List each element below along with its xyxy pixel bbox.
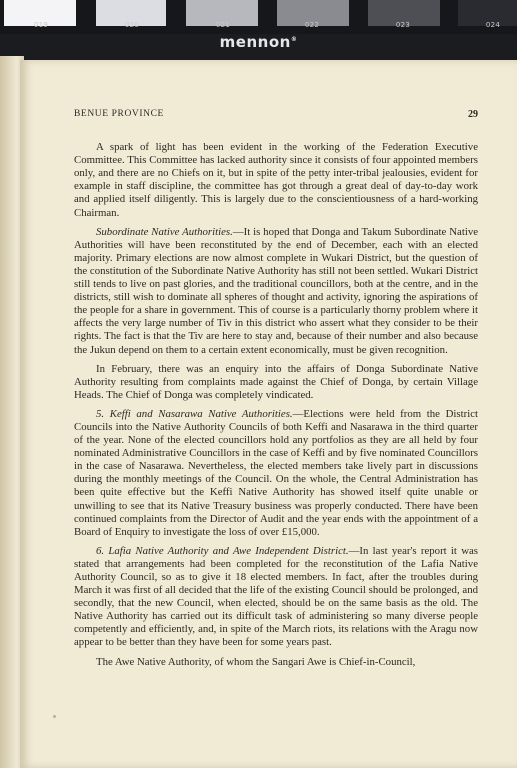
running-head: BENUE PROVINCE (74, 109, 164, 119)
page-smudge (53, 715, 56, 718)
patch-label: 020 (124, 21, 140, 29)
page-number: 29 (468, 109, 478, 120)
paragraph (74, 141, 478, 220)
brand-logo (0, 33, 517, 51)
page-text-block (74, 108, 478, 675)
paragraph-heading: Subordinate Native Authorities. (96, 225, 233, 238)
paragraph (74, 656, 478, 669)
patch-label: 021 (215, 21, 231, 29)
patch-label: 024 (485, 21, 501, 29)
document-page (20, 60, 517, 768)
registered-mark: ® (290, 36, 298, 43)
paragraph-heading: 6. Lafia Native Authority and Awe Independent District. (96, 544, 349, 557)
paragraph-text: The Awe Native Authority, of whom the Sangari Awe is Chief-in-Council, (96, 655, 416, 668)
brand-name: mennon (219, 33, 291, 51)
page-header (74, 108, 478, 121)
patch-label: 022 (304, 21, 320, 29)
color-calibration-strip (0, 0, 517, 34)
paragraph-heading: 5. Keffi and Nasarawa Native Authorities. (96, 407, 293, 420)
paragraph-text: —Elections were held from the District Councils into the Native Authority Councils of both Keffi and Nasarawa in the third quarter of the year. None of the elected councillors hold any portfolios as they are all held by four nominated Administrative Councillors in the case of Keffi and by five nominated Councillors in the case of Nasarawa. Nevertheless, the elected members take lively part in discussions during the monthly meetings of the Council. On the whole, the Central Administration has been quite effective but the Keffi Native Authority has showed itself quite unable or unwilling to see that its Native Treasury business was properly conducted. There have been continued complaints from the Director of Audit and the year ends with the appointment of a Board of Enquiry to investigate the loss of over £15,000. (74, 407, 478, 538)
paragraph-text: —In last year's report it was stated that arrangements had been completed for the reconstitution of the Lafia Native Authority Council, so as to give it 18 elected members. In fact, after the troubles during March it was first of all decided that the life of the existing Council should be prolonged, and secondly, that the new Council, when elected, should be on the same basis as the old. The Native Authority has carried out its difficult task of administering so many diverse people competently and efficiently, and, in spite of the March riots, its relations with the Aragu now appear to be better than they have been for some years past. (74, 544, 478, 649)
patch-label: 023 (395, 21, 411, 29)
paragraph (74, 226, 478, 357)
paragraph (74, 363, 478, 402)
paragraph (74, 545, 478, 650)
paragraph-text: A spark of light has been evident in the working of the Federation Executive Committee. This Committee has lacked authority since it consists of four appointed members only, and there are no Chiefs on it, but in spite of the petty inter-tribal jealousies, evident for example in staff discipline, the committee has got through a great deal of day-to-day work and applied itself diligently. This is largely due to the conscientiousness of a hard-working Chairman. (74, 141, 478, 219)
paragraph-text: —It is hoped that Donga and Takum Subordinate Native Authorities will have been reconstituted by the end of December, each with an elected majority. Primary elections are now almost complete in Wukari District, but the question of the constitution of the Subordinate Native Authority has still not been settled. Wukari District still tends to live on past glories, and the traditional councillors, both at the centre, and in the districts, still wish to dominate all spheres of thought and activity, ignoring the aspirations of the people for a share in government. This of course is a particularly thorny problem where it affects the very large number of Tiv in this district who assert what they consider to be their rights. The fact is that the Tiv are here to stay and, because of their number and also because the Jukun depend on them to a certain extent economically, must be given recognition. (74, 225, 479, 356)
paragraph-text: In February, there was an enquiry into the affairs of Donga Subordinate Native Authority resulting from complaints made against the Chief of Donga, by certain Village Heads. The Chief of Donga was completely vindicated. (74, 362, 478, 401)
patch-label: 019 (33, 21, 49, 29)
paragraph (74, 408, 478, 539)
